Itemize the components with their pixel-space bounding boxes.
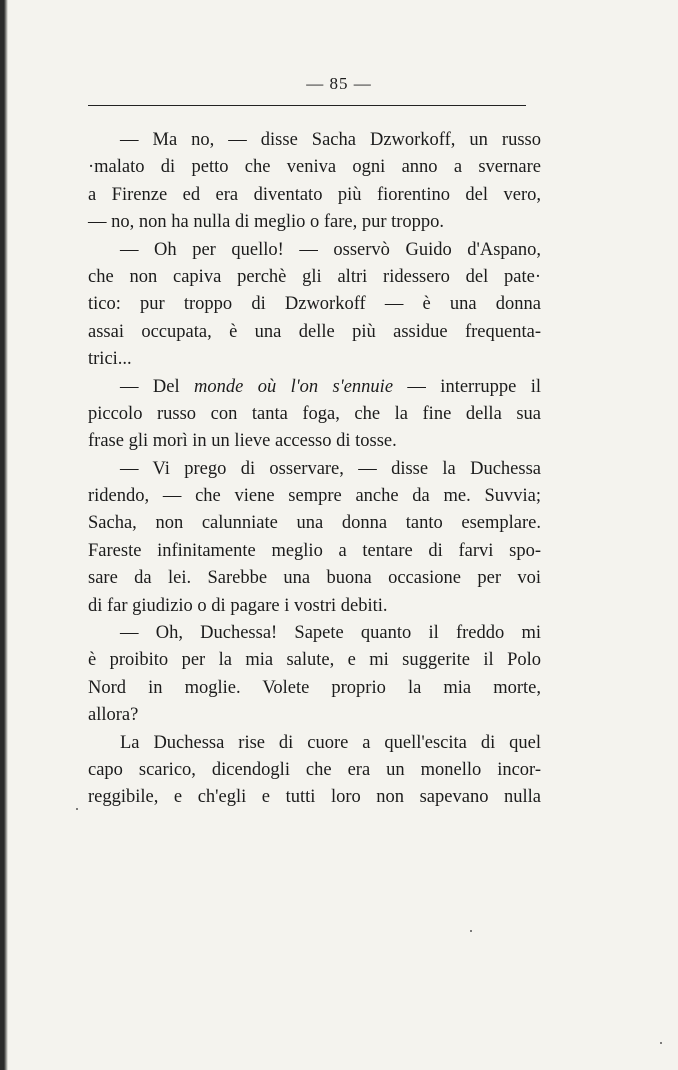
text-line: — Ma no, — disse Sacha Dzworkoff, un russo <box>120 130 541 150</box>
paper-speck <box>76 808 78 810</box>
italic-phrase: monde où l'on s'ennuie <box>193 376 394 397</box>
text-line: è proibito per la mia salute, e mi suggerite il Polo <box>88 650 541 671</box>
text-line: assai occupata, è una delle più assidue frequenta- <box>88 321 541 342</box>
text-line: piccolo russo con tanta foga, che la fine della sua <box>88 403 541 424</box>
paper-speck <box>660 1042 662 1044</box>
binding-edge <box>0 0 8 1070</box>
text-line: di far giudizio o di pagare i vostri debiti. <box>88 595 388 616</box>
text-line: ridendo, — che viene sempre anche da me. Suvvia; <box>88 486 541 507</box>
text-segment: — Del <box>120 376 194 397</box>
text-line <box>88 374 541 401</box>
page-number: — 85 — <box>306 74 372 93</box>
text-line: Nord in moglie. Volete proprio la mia morte, <box>88 677 541 698</box>
text-line: reggibile, e ch'egli e tutti loro non sapevano nulla <box>88 787 541 808</box>
text-segment: — interruppe il <box>393 376 541 397</box>
text-line: Fareste infinitamente meglio a tentare di farvi spo- <box>88 540 541 561</box>
text-line: sare da lei. Sarebbe una buona occasione per voi <box>88 568 541 589</box>
body-text <box>88 127 541 812</box>
text-line: frase gli morì in un lieve accesso di tosse. <box>88 431 397 452</box>
text-line: — no, non ha nulla di meglio o fare, pur troppo. <box>88 212 445 233</box>
text-line: — Oh, Duchessa! Sapete quanto il freddo mi <box>120 623 541 644</box>
text-line: La Duchessa rise di cuore a quell'escita di quel <box>120 732 541 753</box>
text-line: — Oh per quello! — osservò Guido d'Aspano, <box>120 239 541 260</box>
text-line: allora? <box>88 705 139 726</box>
text-line: ·malato di petto che veniva ogni anno a svernare <box>88 157 541 178</box>
text-line: a Firenze ed era diventato più fiorentino del vero, <box>88 184 541 205</box>
text-line: Sacha, non calunniate una donna tanto esemplare. <box>88 513 541 534</box>
text-line: — Vi prego di osservare, — disse la Duchessa <box>120 458 541 479</box>
text-line: capo scarico, dicendogli che era un monello incor- <box>88 759 541 780</box>
paper-speck <box>470 930 472 932</box>
text-line: tico: pur troppo di Dzworkoff — è una donna <box>88 294 541 315</box>
text-line: che non capiva perchè gli altri ridessero del pate· <box>88 266 541 287</box>
header-rule <box>88 105 526 106</box>
text-line: trici... <box>88 349 132 370</box>
